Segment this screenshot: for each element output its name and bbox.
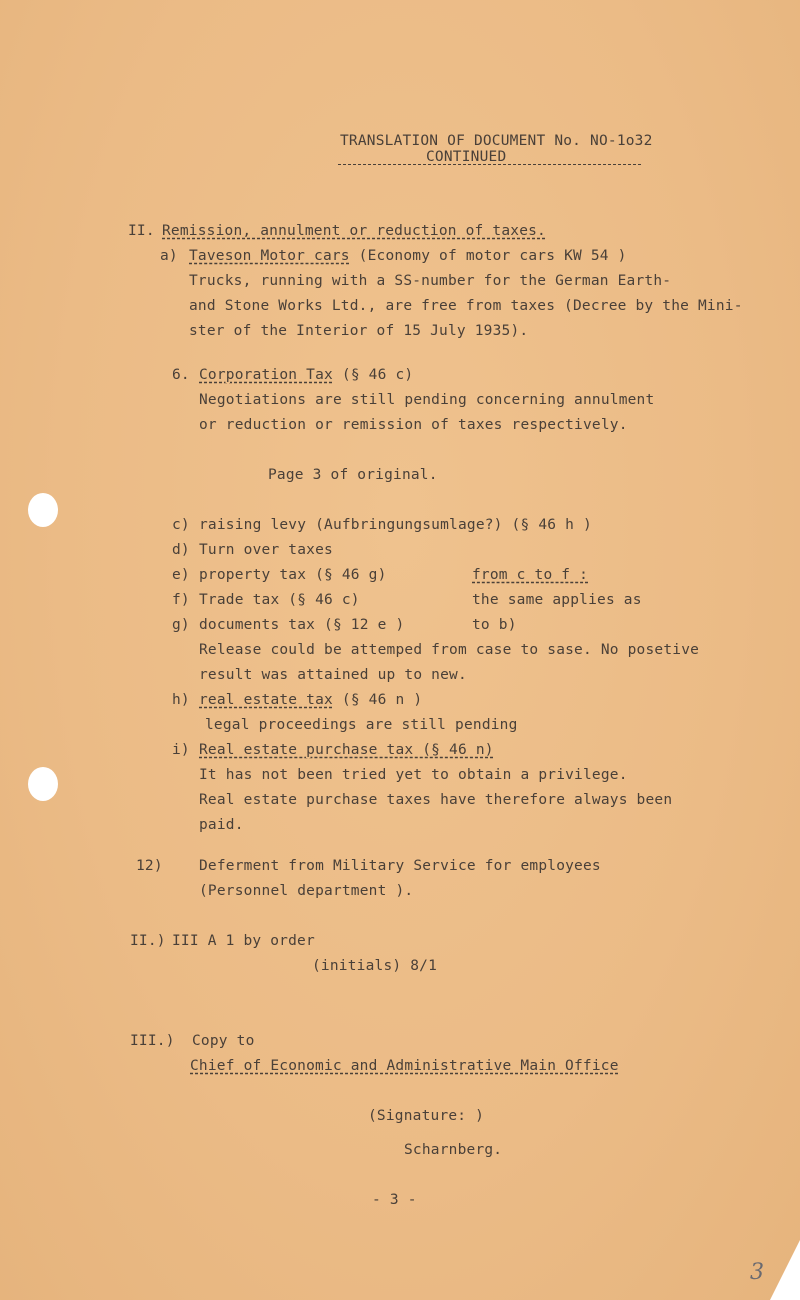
item-a-title: Taveson Motor cars [189, 248, 350, 264]
item-a-rest: (Economy of motor cars KW 54 ) [349, 248, 627, 264]
item-d-label: d) [172, 542, 190, 558]
item-h-rest: (§ 46 n ) [332, 692, 423, 708]
item-i-label: i) [172, 742, 190, 758]
item-i-title: Real estate purchase tax (§ 46 n) [199, 742, 494, 758]
order-label: II.) [130, 933, 166, 949]
punch-hole-bottom [28, 767, 58, 801]
item-e-label: e) [172, 567, 190, 583]
item-b-text-2: or reduction or remission of taxes respectively. [199, 417, 628, 433]
signature-name: Scharnberg. [404, 1142, 503, 1158]
item-h-line [199, 693, 422, 708]
item-i-text-2: Real estate purchase taxes have therefore always been [199, 792, 673, 808]
item-h-text: legal proceedings are still pending [205, 717, 518, 733]
order-initials: (initials) 8/1 [312, 958, 438, 974]
item-i-text-1: It has not been tried yet to obtain a privilege. [199, 767, 628, 783]
punch-hole-top [28, 493, 58, 527]
item-d-text: Turn over taxes [199, 542, 333, 558]
item-g-text: documents tax (§ 12 e ) [199, 617, 405, 633]
item-c-text: raising levy (Aufbringungsumlage?) (§ 46 h ) [199, 517, 592, 533]
order-text: III A 1 by order [172, 933, 315, 949]
item-a-text-2: and Stone Works Ltd., are free from taxes (Decree by the Mini- [189, 298, 743, 314]
item-f-text: Trade tax (§ 46 c) [199, 592, 360, 608]
release-text-2: result was attained up to new. [199, 667, 467, 683]
side-note-title: from c to f : [472, 567, 589, 583]
document-subtitle: CONTINUED [426, 149, 507, 165]
copy-recipient: Chief of Economic and Administrative Main Office [190, 1058, 619, 1074]
item-f-label: f) [172, 592, 190, 608]
item-c-label: c) [172, 517, 190, 533]
side-note-line-2: to b) [472, 617, 517, 633]
torn-corner [770, 1240, 800, 1300]
item-b-line [199, 368, 413, 383]
item-g-label: g) [172, 617, 190, 633]
item-h-title: real estate tax [199, 692, 333, 708]
signature-label: (Signature: ) [368, 1108, 485, 1124]
copy-label: III.) [130, 1033, 175, 1049]
item-h-label: h) [172, 692, 190, 708]
item-a-text-3: ster of the Interior of 15 July 1935). [189, 323, 529, 339]
item-12-text-1: Deferment from Military Service for employees [199, 858, 601, 874]
section-ii-heading: Remission, annulment or reduction of taxes. [162, 223, 546, 239]
handwritten-page-number: 3 [750, 1260, 765, 1285]
item-b-rest: (§ 46 c) [332, 367, 414, 383]
copy-to-text: Copy to [192, 1033, 255, 1049]
item-a-text-1: Trucks, running with a SS-number for the German Earth- [189, 273, 672, 289]
page-note: Page 3 of original. [268, 467, 438, 483]
item-12-text-2: (Personnel department ). [199, 883, 414, 899]
item-a-label: a) [160, 248, 178, 264]
item-b-text-1: Negotiations are still pending concerning annulment [199, 392, 655, 408]
item-b-label: 6. [172, 367, 190, 383]
item-e-text: property tax (§ 46 g) [199, 567, 387, 583]
page-number: - 3 - [372, 1192, 417, 1208]
item-a-line [189, 249, 627, 264]
section-ii-number: II. [128, 223, 155, 239]
item-12-label: 12) [136, 858, 163, 874]
item-b-title: Corporation Tax [199, 367, 333, 383]
document-title: TRANSLATION OF DOCUMENT No. NO-1o32 [340, 133, 653, 149]
item-i-text-3: paid. [199, 817, 244, 833]
release-text-1: Release could be attemped from case to sase. No posetive [199, 642, 700, 658]
side-note-line-1: the same applies as [472, 592, 642, 608]
